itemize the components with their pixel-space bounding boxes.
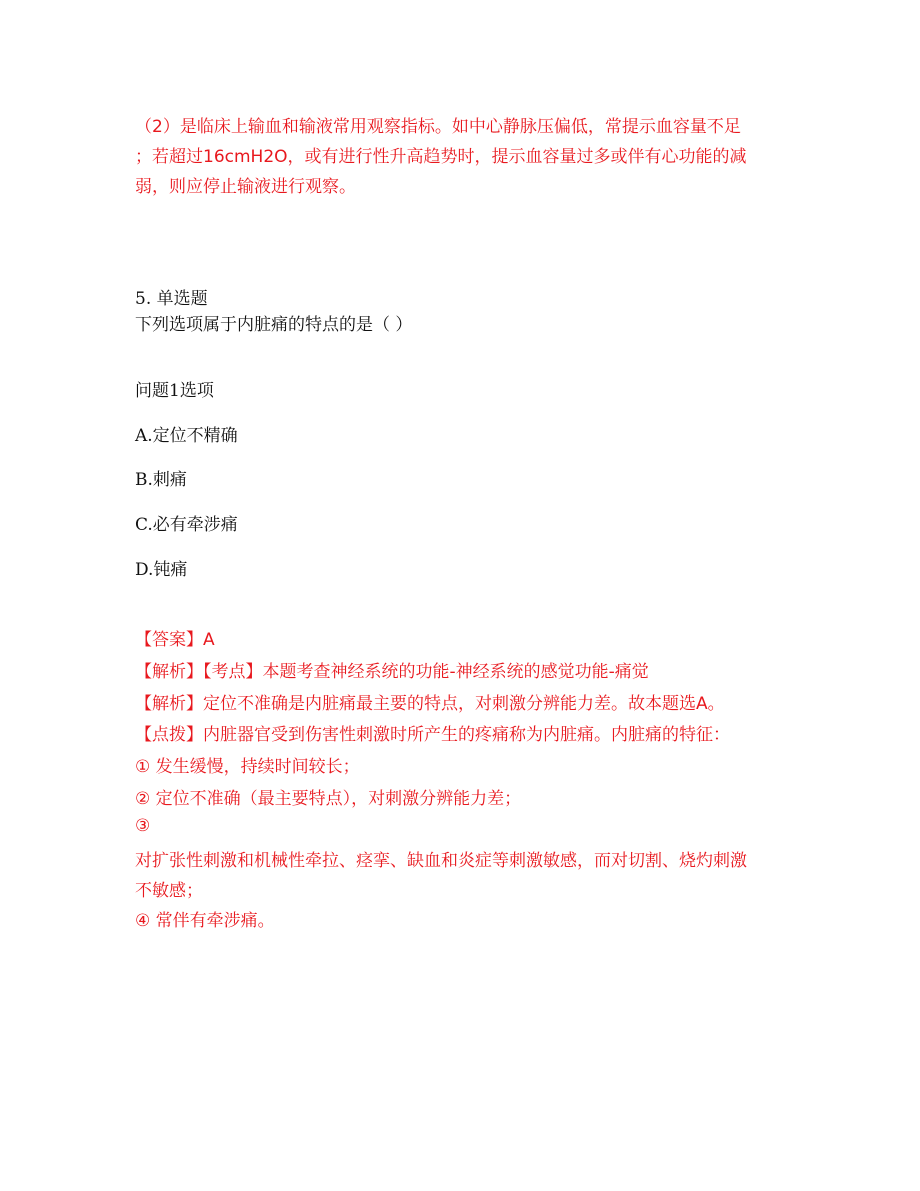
analysis-point: 【解析】【考点】本题考查神经系统的功能-神经系统的感觉功能-痛觉: [135, 662, 649, 682]
feature-2: ② 定位不准确（最主要特点），对刺激分辨能力差；: [135, 789, 522, 809]
explanation-line-3: 弱，则应停止输液进行观察。: [135, 177, 356, 197]
option-c: C.必有牵涉痛: [135, 515, 238, 535]
feature-3-text-line-2: 不敏感；: [135, 881, 203, 901]
feature-3-marker: ③: [135, 816, 151, 836]
option-b: B.刺痛: [135, 470, 187, 490]
explanation-line-2: ；若超过16cmH2O，或有进行性升高趋势时，提示血容量过多或伴有心功能的减: [135, 147, 747, 167]
explanation-line-1: （2）是临床上输血和输液常用观察指标。如中心静脉压偏低，常提示血容量不足: [135, 117, 741, 137]
feature-1: ① 发生缓慢，持续时间较长；: [135, 757, 360, 777]
question-stem: 下列选项属于内脏痛的特点的是（ ）: [135, 315, 413, 335]
answer-line: 【答案】A: [135, 630, 215, 650]
feature-3-text-line-1: 对扩张性刺激和机械性牵拉、痉挛、缺血和炎症等刺激敏感，而对切割、烧灼刺激: [135, 851, 747, 871]
feature-4: ④ 常伴有牵涉痛。: [135, 911, 275, 931]
option-d: D.钝痛: [135, 560, 188, 580]
question-header: 5. 单选题: [135, 289, 208, 309]
option-a: A.定位不精确: [135, 426, 238, 446]
tip-text: 【点拨】内脏器官受到伤害性刺激时所产生的疼痛称为内脏痛。内脏痛的特征：: [135, 725, 730, 745]
options-label: 问题1选项: [135, 381, 214, 401]
analysis-text: 【解析】定位不准确是内脏痛最主要的特点，对刺激分辨能力差。故本题选A。: [135, 694, 725, 714]
